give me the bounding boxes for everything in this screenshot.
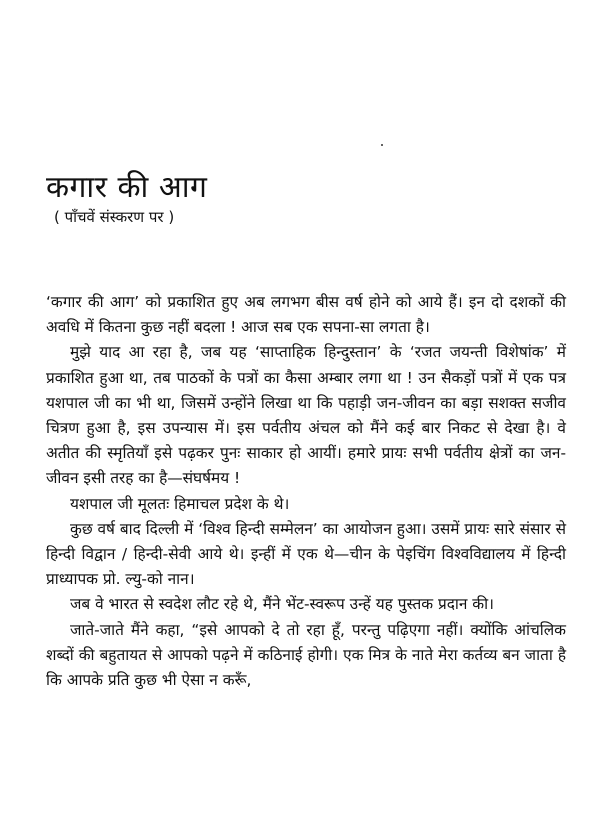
print-speck xyxy=(381,144,383,146)
chapter-title: कगार की आग xyxy=(46,170,208,205)
paragraph: कुछ वर्ष बाद दिल्ली में ‘विश्व हिन्दी सम्मेलन’ का आयोजन हुआ। उसमें प्रायः सारे संसार से हिन्दी विद्वान / हिन्दी-सेवी आये थे। इन्हीं में एक थे—चीन के पेइचिंग विश्वविद्यालय में हिन्दी प्राध्यापक प्रो. ल्यु-को नान। xyxy=(46,519,566,589)
paragraph: यशपाल जी मूलतः हिमाचल प्रदेश के थे। xyxy=(70,494,290,513)
body-text xyxy=(46,290,566,693)
paragraph: जब वे भारत से स्वदेश लौट रहे थे, मैंने भेंट-स्वरूप उन्हें यह पुस्तक प्रदान की। xyxy=(70,595,494,614)
paragraph: मुझे याद आ रहा है, जब यह ‘साप्ताहिक हिन्दुस्तान’ के ‘रजत जयन्ती विशेषांक’ में प्रकाशित हुआ था, तब पाठकों के पत्रों का कैसा अम्बार लगा था ! उन सैकड़ों पत्रों में एक पत्र यशपाल जी का भी था, जिसमें उन्होंने लिखा था कि पहाड़ी जन-जीवन का बड़ा सशक्त सजीव चित्रण हुआ है, इस उपन्यास में। इस पर्वतीय अंचल को मैंने कई बार निकट से देखा है। वे अतीत की स्मृतियाँ इसे पढ़कर पुनः साकार हो आयीं। हमारे प्रायः सभी पर्वतीय क्षेत्रों का जन-जीवन इसी तरह का है—संघर्षमय ! xyxy=(46,343,566,488)
chapter-subtitle: ( पाँचवें संस्करण पर ) xyxy=(54,208,175,226)
paragraph: ‘कगार की आग’ को प्रकाशित हुए अब लगभग बीस वर्ष होने को आये हैं। इन दो दशकों की अवधि में कितना कुछ नहीं बदला ! आज सब एक सपना-सा लगता है। xyxy=(46,293,566,337)
paragraph: जाते-जाते मैंने कहा, “इसे आपको दे तो रहा हूँ, परन्तु पढ़िएगा नहीं। क्योंकि आंचलिक शब्दों की बहुतायत से आपको पढ़ने में कठिनाई होगी। एक मित्र के नाते मेरा कर्तव्य बन जाता है कि आपके प्रति कुछ भी ऐसा न करूँ, xyxy=(46,620,566,690)
